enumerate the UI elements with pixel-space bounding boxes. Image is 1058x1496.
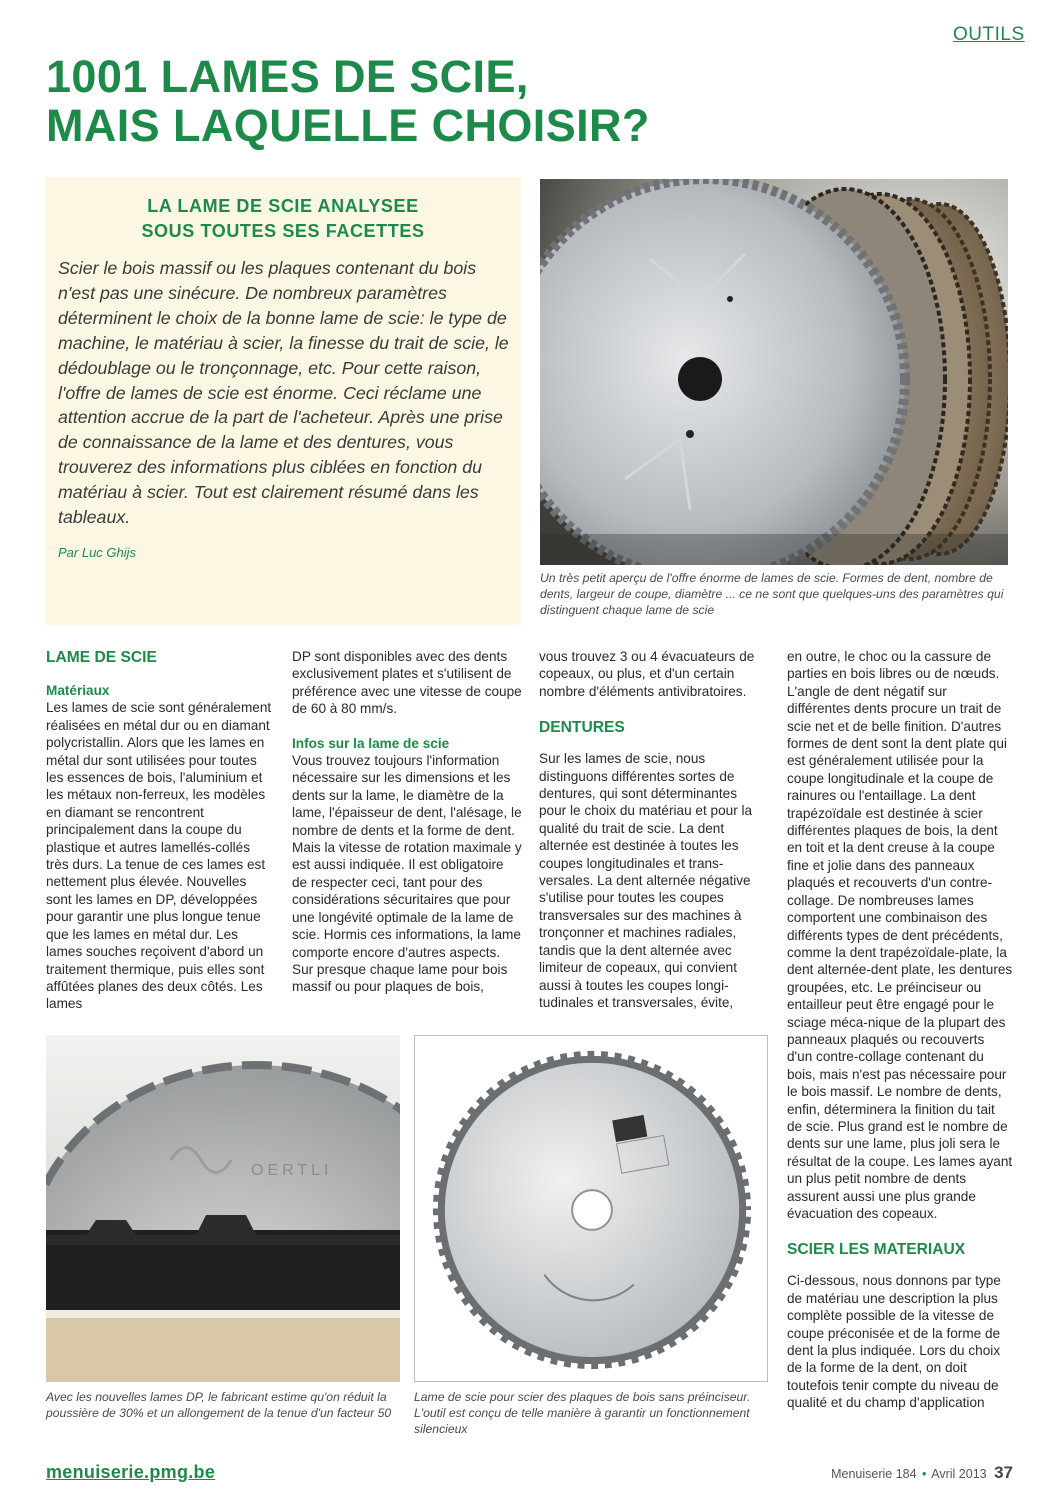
saw-blade-caption: Lame de scie pour scier des plaques de bois sans préinciseur. L'outil est conçu de telle manière à garantir un fonctionnement silencieux	[414, 1390, 751, 1436]
column-4	[787, 648, 1013, 1412]
issue-date: Avril 2013	[931, 1467, 987, 1481]
column-2	[292, 648, 522, 996]
intro-heading	[46, 194, 520, 244]
page-number: 37	[994, 1463, 1013, 1482]
subheading-materiaux: Matériaux	[46, 683, 110, 698]
footer-issue-info	[831, 1463, 1013, 1483]
page-title-line2: MAIS LAQUELLE CHOISIR?	[46, 100, 650, 151]
main-photo-caption: Un très petit aperçu de l'offre énorme de lames de scie. Formes de dent, nombre de dents, largeur de coupe, diamètre ... ce ne sont que quelques-uns des paramètres qui distinguent chaque lame de scie	[540, 571, 1004, 617]
footer-separator: •	[922, 1467, 927, 1481]
column-3	[539, 648, 767, 1011]
section-tag[interactable]: OUTILS	[953, 24, 1025, 45]
issue-name: Menuiserie 184	[831, 1467, 917, 1481]
col2-paragraph-2: Vous trouvez toujours l'information nécessaire sur les dimensions et les dents sur la lame, le diamètre de la lame, l'épaisseur de dent, l'alésage, le nombre de dents et la forme de dent. Mais la vitesse de rotation maximale y est aussi indiquée. Il est obligatoire de respecter ceci, tant pour des considérations sécuritaires que pour une longévité optimale de la lame de scie. Hormis ces informations, la lame comporte encore d'autres aspects. Sur presque chaque lame pour bois massif ou pour plaques de bois,	[292, 753, 522, 995]
oertli-logo: OERTLI	[251, 1162, 333, 1179]
section-heading-scier: SCIER LES MATERIAUX	[787, 1241, 966, 1259]
intro-text: Scier le bois massif ou les plaques contenant du bois n'est pas une sinécure. De nombreux paramètres déterminent le choix de la bonne lame de scie: le type de machine, le matériau à scier, la finesse du trait de scie, le dédoublage ou le tronçonnage, etc. Pour cette raison, l'offre de lames de scie est énorme. Ceci réclame une attention accrue de la part de l'acheteur. Après une prise de connaissance de la lame et des dentures, vous trouverez des informations plus ciblées en fonction du matériau à scier. Tout est clairement résumé dans les tableaux.	[58, 258, 509, 528]
website-link[interactable]: menuiserie.pmg.be	[46, 1462, 216, 1482]
page-title-line1: 1001 LAMES DE SCIE,	[46, 51, 529, 102]
intro-heading-line1: LA LAME DE SCIE ANALYSEE	[147, 196, 419, 216]
page-title	[46, 52, 946, 150]
col2-paragraph-1: DP sont disponibles avec des dents exclusivement plates et s'utilisent de préférence avec une vitesse de coupe de 60 à 80 mm/s.	[292, 649, 522, 717]
col4-paragraph-1: en outre, le choc ou la cassure de parties en bois libres ou de nœuds. L'angle de dent négatif sur différentes dents procure un trait de scie net et de belle finition. D'autres formes de dent sont la dent plate qui est généralement utilisée pour la coupe longitudinale et la coupe de rainures ou l'entaillage. La dent trapézoïdale est destinée à scier différentes plaques de bois, la dent en toit et la dent creuse à la coupe fine et jolie dans des panneaux plaqués et recouverts d'un contre-collage. De nombreuses lames comportent une combinaison des différents types de dent précédents, comme la dent trapézoïdale-plate, la dent alternée-dent plate, les dentures groupées, etc. Le préinciseur ou entailleur peut être engagé pour le sciage méca-nique de la plupart des panneaux plaqués ou recouverts d'un contre-collage contenant du bois, mais n'est pas nécessaire pour le bois massif. Le nombre de dents, enfin, déterminera la finition du tait de scie. Plus grand est le nombre de dents sur une lame, plus joli sera le résultat de la coupe. Les lames ayant un plus petit nombre de dents assurent aussi une plus grande évacuation des copeaux.	[787, 649, 1013, 1221]
saw-blade-photo	[414, 1035, 768, 1382]
section-heading-dentures: DENTURES	[539, 719, 625, 737]
col3-paragraph-1: vous trouvez 3 ou 4 évacuateurs de copeaux, ou plus, et d'un certain nombre d'éléments antivibratoires.	[539, 649, 755, 699]
col3-paragraph-2: Sur les lames de scie, nous distinguons différentes sortes de dentures, qui sont déterminantes pour le choix du matériau et pour la qualité du trait de scie. La dent alternée est destinée à toutes les coupes longitudinales et trans-versales. La dent alternée négative s'utilise pour toutes les coupes transversales sur des machines à tronçonner et machines radiales, tandis que la dent alternée avec limiteur de copeaux, qui convient aussi à toutes les coupes longi-tudinales et transversales, évite,	[539, 751, 753, 1010]
section-heading-lame: LAME DE SCIE	[46, 649, 157, 666]
subheading-infos: Infos sur la lame de scie	[292, 735, 450, 751]
dp-blade-photo	[46, 1035, 400, 1382]
col4-paragraph-2: Ci-dessous, nous donnons par type de matériau une description la plus complète possible de la vitesse de coupe préconisée et de la forme de dent la plus indiquée. Lors du choix de la forme de la dent, on doit toutefois tenir compte du niveau de qualité et du champ d'application	[787, 1273, 1001, 1411]
dp-blade-caption: Avec les nouvelles lames DP, le fabricant estime qu'on réduit la poussière de 30% et un allongement de la tenue d'un facteur 50	[46, 1390, 392, 1420]
col1-paragraph: Les lames de scie sont généralement réalisées en métal dur ou en diamant polycristallin. Alors que les lames en métal dur sont utilisées pour toutes les essences de bois, l'aluminium et les métaux non-ferreux, les modèles en diamant se rencontrent principalement dans la coupe du plastique et autres lamellés-collés très durs. La tenue de ces lames est nettement plus élevée. Nouvelles sont les lames en DP, développées pour garantir une plus longue tenue que les lames en métal dur. Les lames souches reçoivent d'abord un traitement thermique, puis elles sont affûtées planes des deux côtés. Les lames	[46, 700, 272, 1012]
intro-heading-line2: SOUS TOUTES SES FACETTES	[141, 221, 425, 241]
column-1	[46, 648, 274, 1013]
author-byline: Par Luc Ghijs	[58, 545, 137, 560]
saw-blades-photo	[540, 179, 1008, 565]
